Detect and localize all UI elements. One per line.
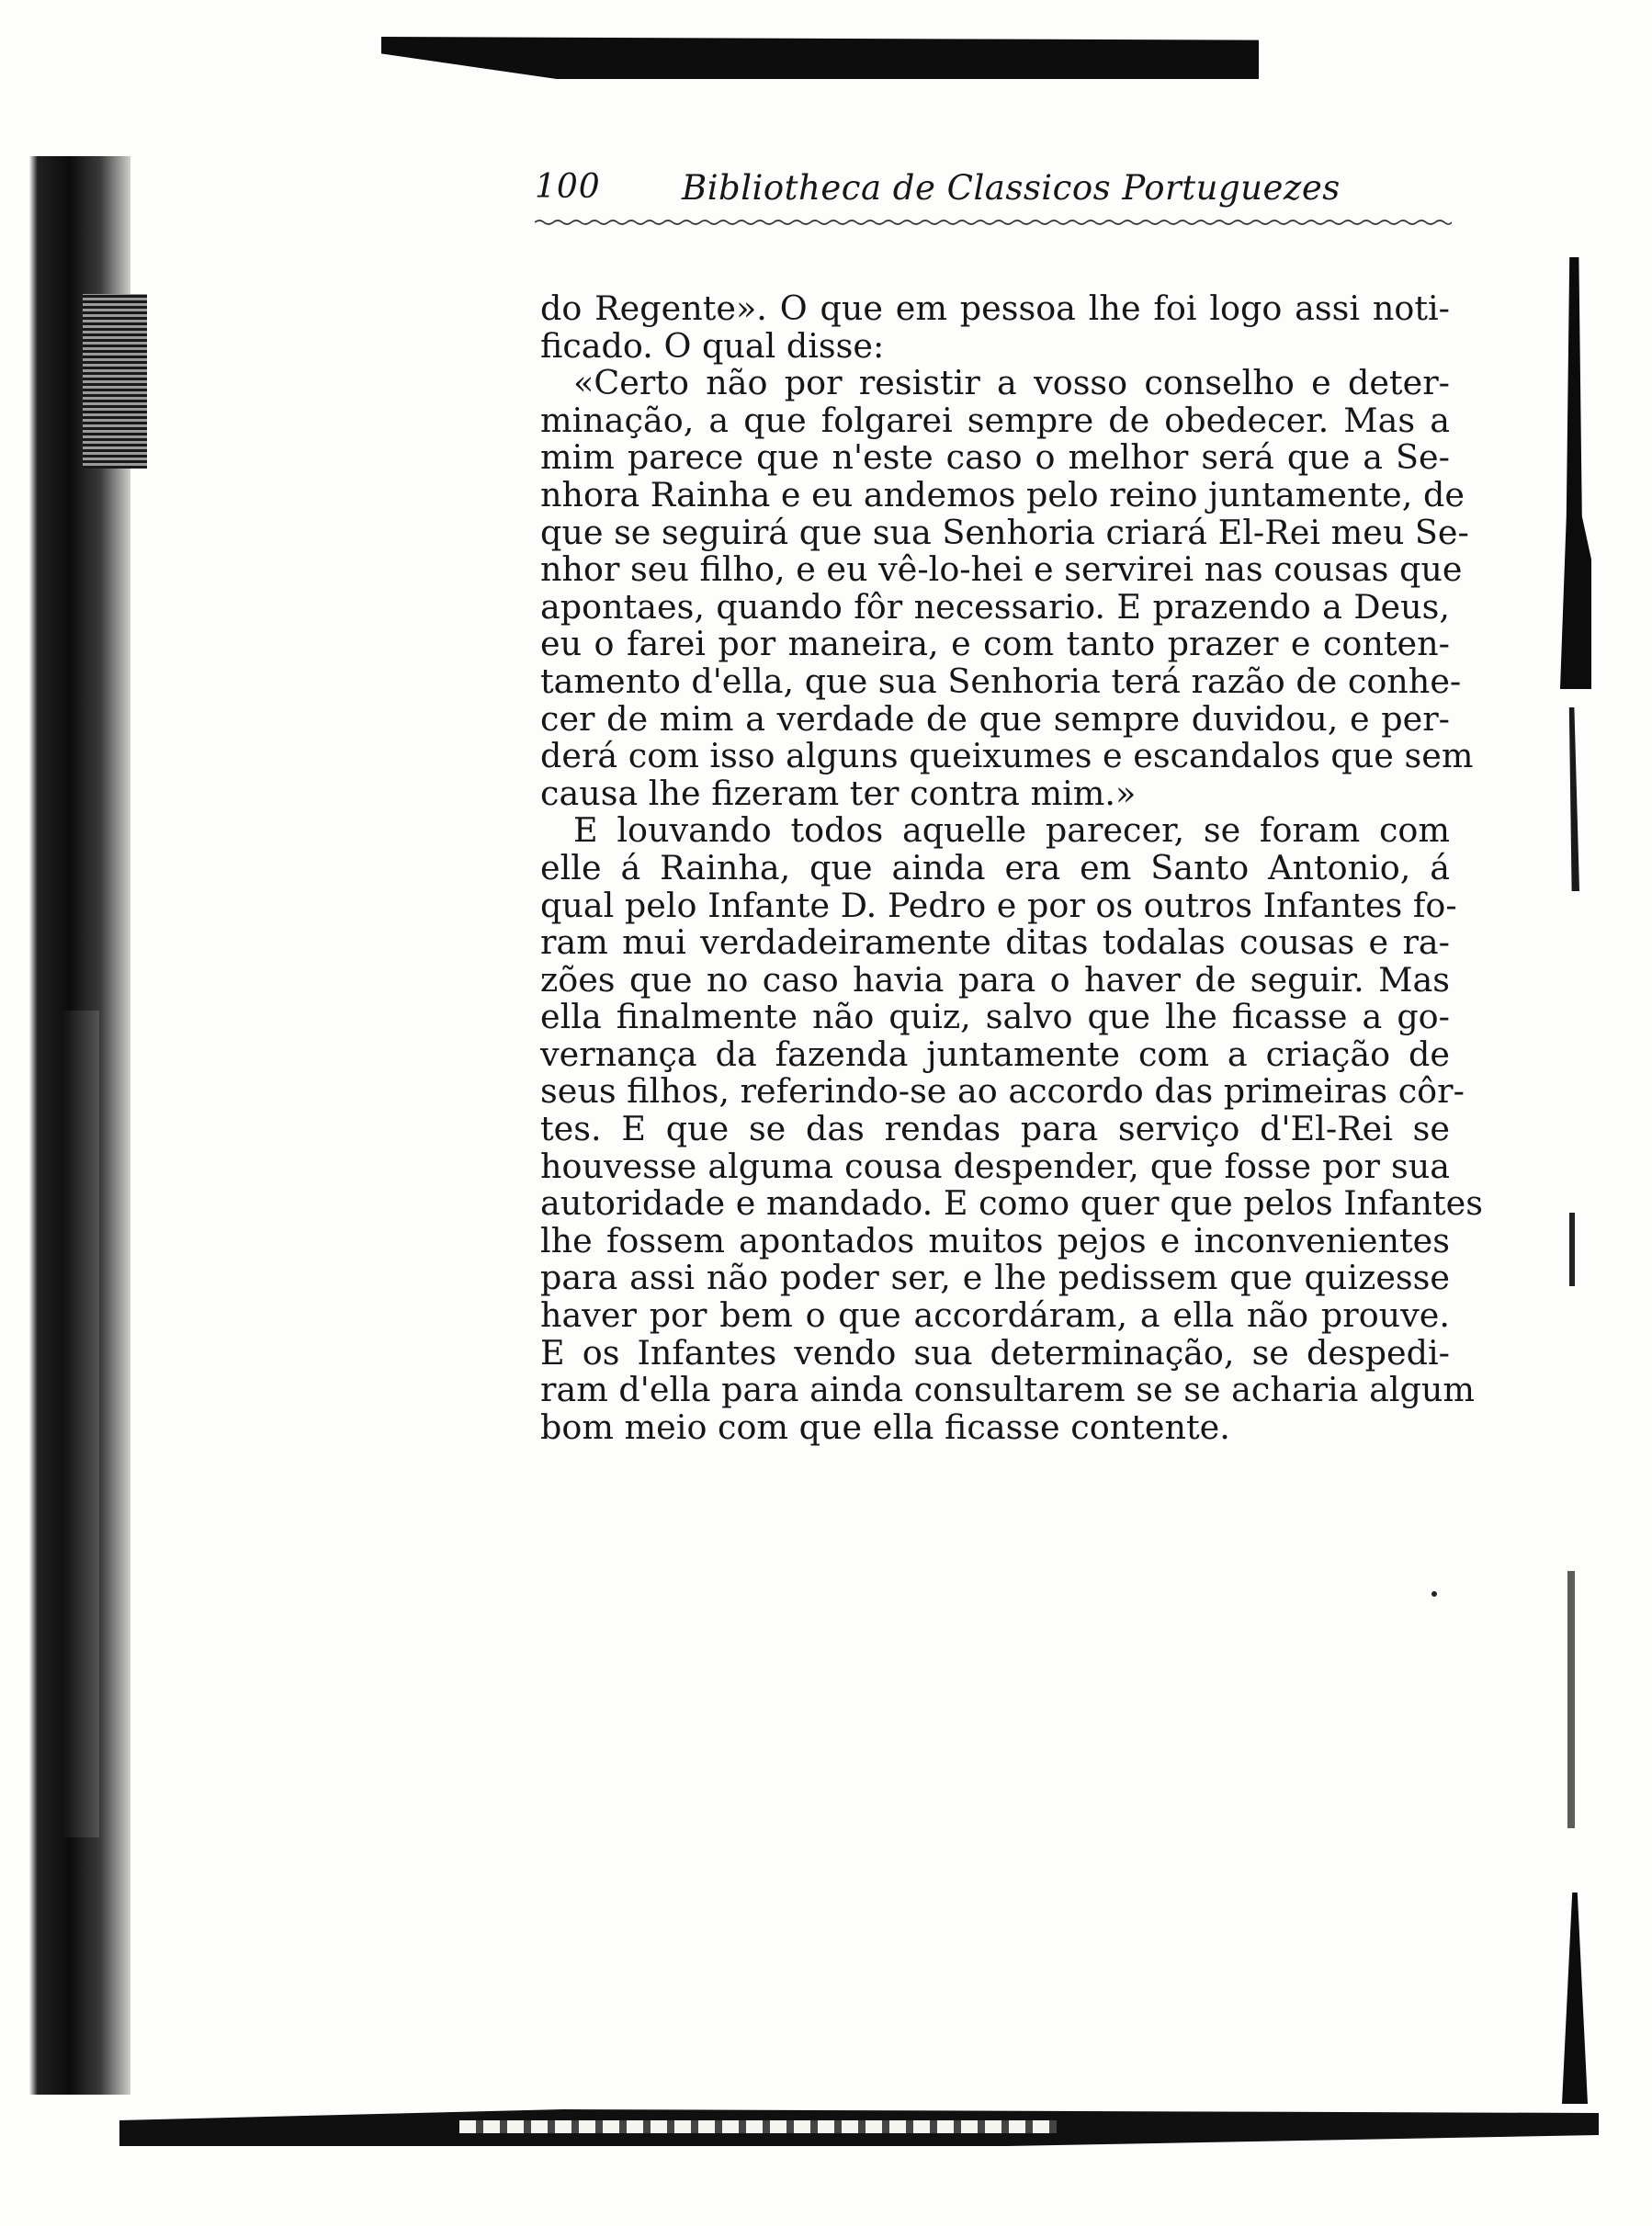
text-line: qual pelo Infante D. Pedro e por os outros Infantes fo- <box>540 885 1457 925</box>
text-line: houvesse alguma cousa despender, que fosse por sua <box>540 1146 1450 1186</box>
text-line: «Certo não por resistir a vosso conselho e deter- <box>573 363 1450 403</box>
text-line: E os Infantes vendo sua determinação, se despedi- <box>540 1332 1450 1373</box>
scan-right-edge-mark <box>1560 257 1591 689</box>
text-line: tamento d'ella, que sua Senhoria terá razão de conhe- <box>540 661 1462 701</box>
text-line: seus filhos, referindo-se ao accordo das primeiras côr- <box>540 1071 1465 1112</box>
text-line: mim parece que n'este caso o melhor será que a Se- <box>540 437 1450 478</box>
text-line: apontaes, quando fôr necessario. E prazendo a Deus, <box>540 586 1450 627</box>
text-line: elle á Rainha, que ainda era em Santo Antonio, á <box>540 847 1450 887</box>
text-line: lhe fossem apontados muitos pejos e inconvenientes <box>540 1220 1450 1260</box>
scan-right-edge-mark <box>1567 1571 1575 1828</box>
text-line: E louvando todos aquelle parecer, se foram com <box>573 810 1450 851</box>
scan-speck <box>1431 1591 1437 1597</box>
page-header <box>535 168 1450 218</box>
text-line: eu o farei por maneira, e com tanto prazer e conten- <box>540 624 1450 664</box>
text-line: que se seguirá que sua Senhoria criará El-Rei meu Se- <box>540 512 1469 552</box>
scan-top-edge-mark <box>381 37 1259 79</box>
scan-right-edge-mark <box>1562 1893 1588 2104</box>
text-line: autoridade e mandado. E como quer que pelos Infantes <box>540 1183 1483 1224</box>
scan-binding-shadow <box>62 1011 99 1837</box>
body-text <box>540 288 1483 1447</box>
text-line: nhor seu filho, e eu vê-lo-hei e servirei nas cousas que <box>540 549 1463 590</box>
text-line: nhora Rainha e eu andemos pelo reino juntamente, de <box>540 474 1465 514</box>
text-line: ram mui verdadeiramente ditas todalas cousas e ra- <box>540 922 1450 963</box>
text-line: bom meio com que ella ficasse contente. <box>540 1407 1230 1447</box>
text-line: ficado. O qual disse: <box>540 325 885 366</box>
text-line: zões que no caso havia para o haver de seguir. Mas <box>540 959 1450 1000</box>
page-number: 100 <box>535 168 601 206</box>
text-line: minação, a que folgarei sempre de obedecer. Mas a <box>540 400 1450 440</box>
text-line: haver por bem o que accordáram, a ella não prouve. <box>540 1295 1450 1336</box>
scan-binding-texture <box>83 294 147 469</box>
text-line: para assi não poder ser, e lhe pedissem que quizesse <box>540 1258 1450 1298</box>
text-line: do Regente». O que em pessoa lhe foi logo assi noti- <box>540 288 1450 328</box>
text-line: derá com isso alguns queixumes e escandalos que sem <box>540 736 1474 776</box>
text-line: causa lhe fizeram ter contra mim.» <box>540 773 1137 813</box>
text-line: cer de mim a verdade de que sempre duvidou, e per- <box>540 698 1450 739</box>
running-title: Bibliotheca de Classicos Portuguezes <box>682 168 1341 208</box>
text-line: ram d'ella para ainda consultarem se se acharia algum <box>540 1370 1476 1410</box>
text-line: ella finalmente não quiz, salvo que lhe ficasse a go- <box>540 997 1450 1037</box>
scan-right-edge-mark <box>1569 1213 1575 1286</box>
text-line: vernança da fazenda juntamente com a criação de <box>540 1034 1450 1074</box>
scan-right-edge-mark <box>1567 707 1579 891</box>
scan-bottom-edge-texture <box>459 2120 1057 2133</box>
header-wavy-rule <box>535 219 1452 226</box>
text-line: tes. E que se das rendas para serviço d'El-Rei se <box>540 1109 1450 1149</box>
